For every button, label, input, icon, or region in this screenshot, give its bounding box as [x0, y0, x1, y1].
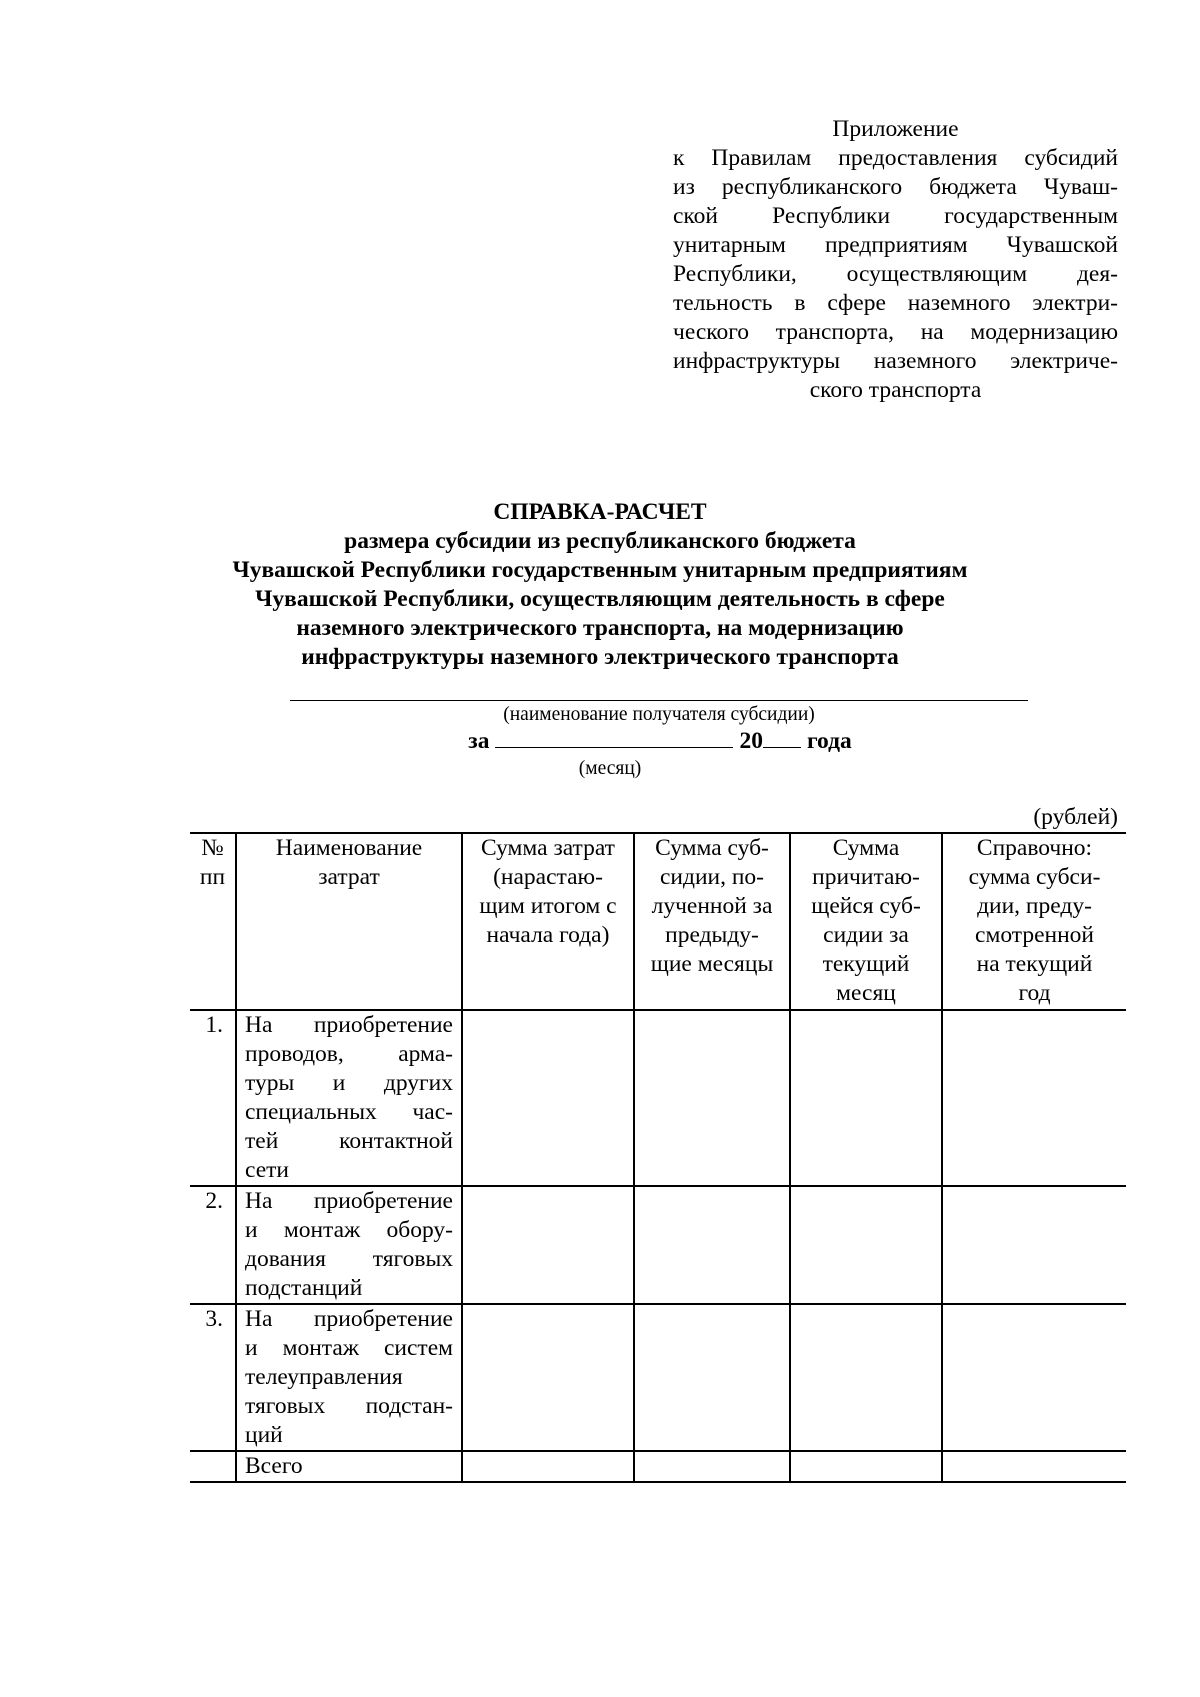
header-line: щие месяцы	[650, 951, 774, 977]
name-line: На приобретение	[245, 1012, 453, 1038]
header-line: Наименование	[275, 835, 423, 861]
cell-received-subsidy[interactable]	[634, 1010, 790, 1186]
appendix-line: унитарным предприятиям Чувашской	[673, 232, 1118, 258]
appendix-line: Республики, осуществляющим дея-	[673, 261, 1118, 287]
title-line: Чувашской Республики, осуществляющим деятельность в сфере	[255, 586, 945, 612]
cell-cost-sum[interactable]	[462, 1186, 634, 1304]
recipient-name-field[interactable]	[290, 700, 1028, 701]
cell-total-due-subsidy[interactable]	[790, 1451, 942, 1482]
header-line: дии, преду-	[977, 893, 1092, 919]
name-line: туры и других	[245, 1070, 453, 1096]
cell-total-reference-subsidy[interactable]	[942, 1451, 1126, 1482]
title-line: наземного электрического транспорта, на модернизацию	[296, 615, 904, 641]
name-line: телеуправления	[245, 1364, 403, 1390]
header-cost-name	[236, 833, 462, 1010]
period-row	[300, 725, 1020, 756]
header-line: Сумма	[832, 835, 900, 861]
appendix-line: ской Республики государственным	[673, 203, 1118, 229]
calculation-table	[190, 832, 1126, 1483]
header-line: смотренной	[975, 922, 1094, 948]
total-label: Всего	[236, 1451, 462, 1482]
month-caption: (месяц)	[578, 758, 642, 779]
table-row	[190, 1010, 1126, 1186]
header-line: Сумма затрат	[481, 835, 615, 861]
header-due-subsidy	[790, 833, 942, 1010]
name-line: тей контактной	[245, 1128, 453, 1154]
appendix-line: ского транспорта	[809, 377, 982, 403]
recipient-caption: (наименование получателя субсидии)	[503, 704, 815, 725]
title-line: размера субсидии из республиканского бюджета	[344, 528, 856, 554]
document-title	[180, 498, 1020, 672]
header-cost-sum	[462, 833, 634, 1010]
row-number: 2.	[190, 1186, 236, 1304]
row-cost-name	[236, 1186, 462, 1304]
row-number: 1.	[190, 1010, 236, 1186]
header-number	[190, 833, 236, 1010]
units-label: (рублей)	[1033, 804, 1118, 830]
header-line: сидии за	[823, 922, 909, 948]
header-line: предыду-	[665, 922, 759, 948]
year-prefix: 20	[739, 728, 763, 754]
header-line: на текущий	[976, 951, 1093, 977]
appendix-line: ческого транспорта, на модернизацию	[673, 319, 1118, 345]
title-line: инфраструктуры наземного электрического транспорта	[301, 644, 899, 670]
appendix-text	[673, 144, 1118, 405]
header-line: сидии, по-	[659, 864, 765, 890]
name-line: подстанций	[245, 1275, 363, 1301]
appendix-line: из республиканского бюджета Чуваш-	[673, 174, 1118, 200]
total-number-cell	[190, 1451, 236, 1482]
name-line: и монтаж обору-	[245, 1217, 453, 1243]
name-line: дования тяговых	[245, 1246, 453, 1272]
table-header-row	[190, 833, 1126, 1010]
cell-received-subsidy[interactable]	[634, 1186, 790, 1304]
row-cost-name	[236, 1304, 462, 1451]
cell-due-subsidy[interactable]	[790, 1304, 942, 1451]
name-line: и монтаж систем	[245, 1335, 453, 1361]
header-line: лученной за	[651, 893, 773, 919]
name-line: тяговых подстан-	[245, 1393, 453, 1419]
row-cost-name	[236, 1010, 462, 1186]
title-heading: СПРАВКА-РАСЧЕТ	[493, 499, 707, 525]
header-line: щейся суб-	[811, 893, 921, 919]
cell-reference-subsidy[interactable]	[942, 1304, 1126, 1451]
name-line: ций	[245, 1422, 283, 1448]
cell-cost-sum[interactable]	[462, 1304, 634, 1451]
header-line: Сумма суб-	[655, 835, 769, 861]
header-line: текущий	[822, 951, 910, 977]
row-number: 3.	[190, 1304, 236, 1451]
header-line: №	[201, 835, 224, 861]
header-line: (нарастаю-	[493, 864, 603, 890]
cell-received-subsidy[interactable]	[634, 1304, 790, 1451]
header-line: начала года)	[486, 922, 610, 948]
header-line: причитаю-	[812, 864, 920, 890]
header-line: месяц	[836, 980, 896, 1006]
header-line: год	[1018, 980, 1051, 1006]
header-line: сумма субси-	[968, 864, 1101, 890]
header-received-subsidy	[634, 833, 790, 1010]
header-line: Справочно:	[976, 835, 1093, 861]
cell-due-subsidy[interactable]	[790, 1186, 942, 1304]
cell-total-cost-sum[interactable]	[462, 1451, 634, 1482]
appendix-line: инфраструктуры наземного электриче-	[673, 348, 1118, 374]
appendix-line: к Правилам предоставления субсидий	[673, 145, 1118, 171]
title-line: Чувашской Республики государственным унитарным предприятиям	[232, 557, 968, 583]
table-row	[190, 1186, 1126, 1304]
header-reference-subsidy	[942, 833, 1126, 1010]
appendix-title: Приложение	[832, 116, 959, 142]
cell-due-subsidy[interactable]	[790, 1010, 942, 1186]
header-line: пп	[199, 864, 226, 890]
cell-reference-subsidy[interactable]	[942, 1010, 1126, 1186]
name-line: сети	[245, 1157, 289, 1183]
name-line: На приобретение	[245, 1188, 453, 1214]
name-line: специальных час-	[245, 1099, 453, 1125]
header-line: щим итогом с	[479, 893, 617, 919]
name-line: проводов, арма-	[245, 1041, 453, 1067]
period-prefix: за	[468, 728, 490, 754]
cell-total-received-subsidy[interactable]	[634, 1451, 790, 1482]
cell-reference-subsidy[interactable]	[942, 1186, 1126, 1304]
cell-cost-sum[interactable]	[462, 1010, 634, 1186]
month-field[interactable]	[495, 725, 733, 748]
name-line: На приобретение	[245, 1306, 453, 1332]
header-line: затрат	[318, 864, 380, 890]
period-suffix: года	[806, 728, 852, 754]
table-row	[190, 1304, 1126, 1451]
year-field[interactable]	[763, 725, 801, 748]
appendix-line: тельность в сфере наземного электри-	[673, 290, 1118, 316]
appendix-block	[673, 115, 1118, 405]
table-row-total	[190, 1451, 1126, 1482]
